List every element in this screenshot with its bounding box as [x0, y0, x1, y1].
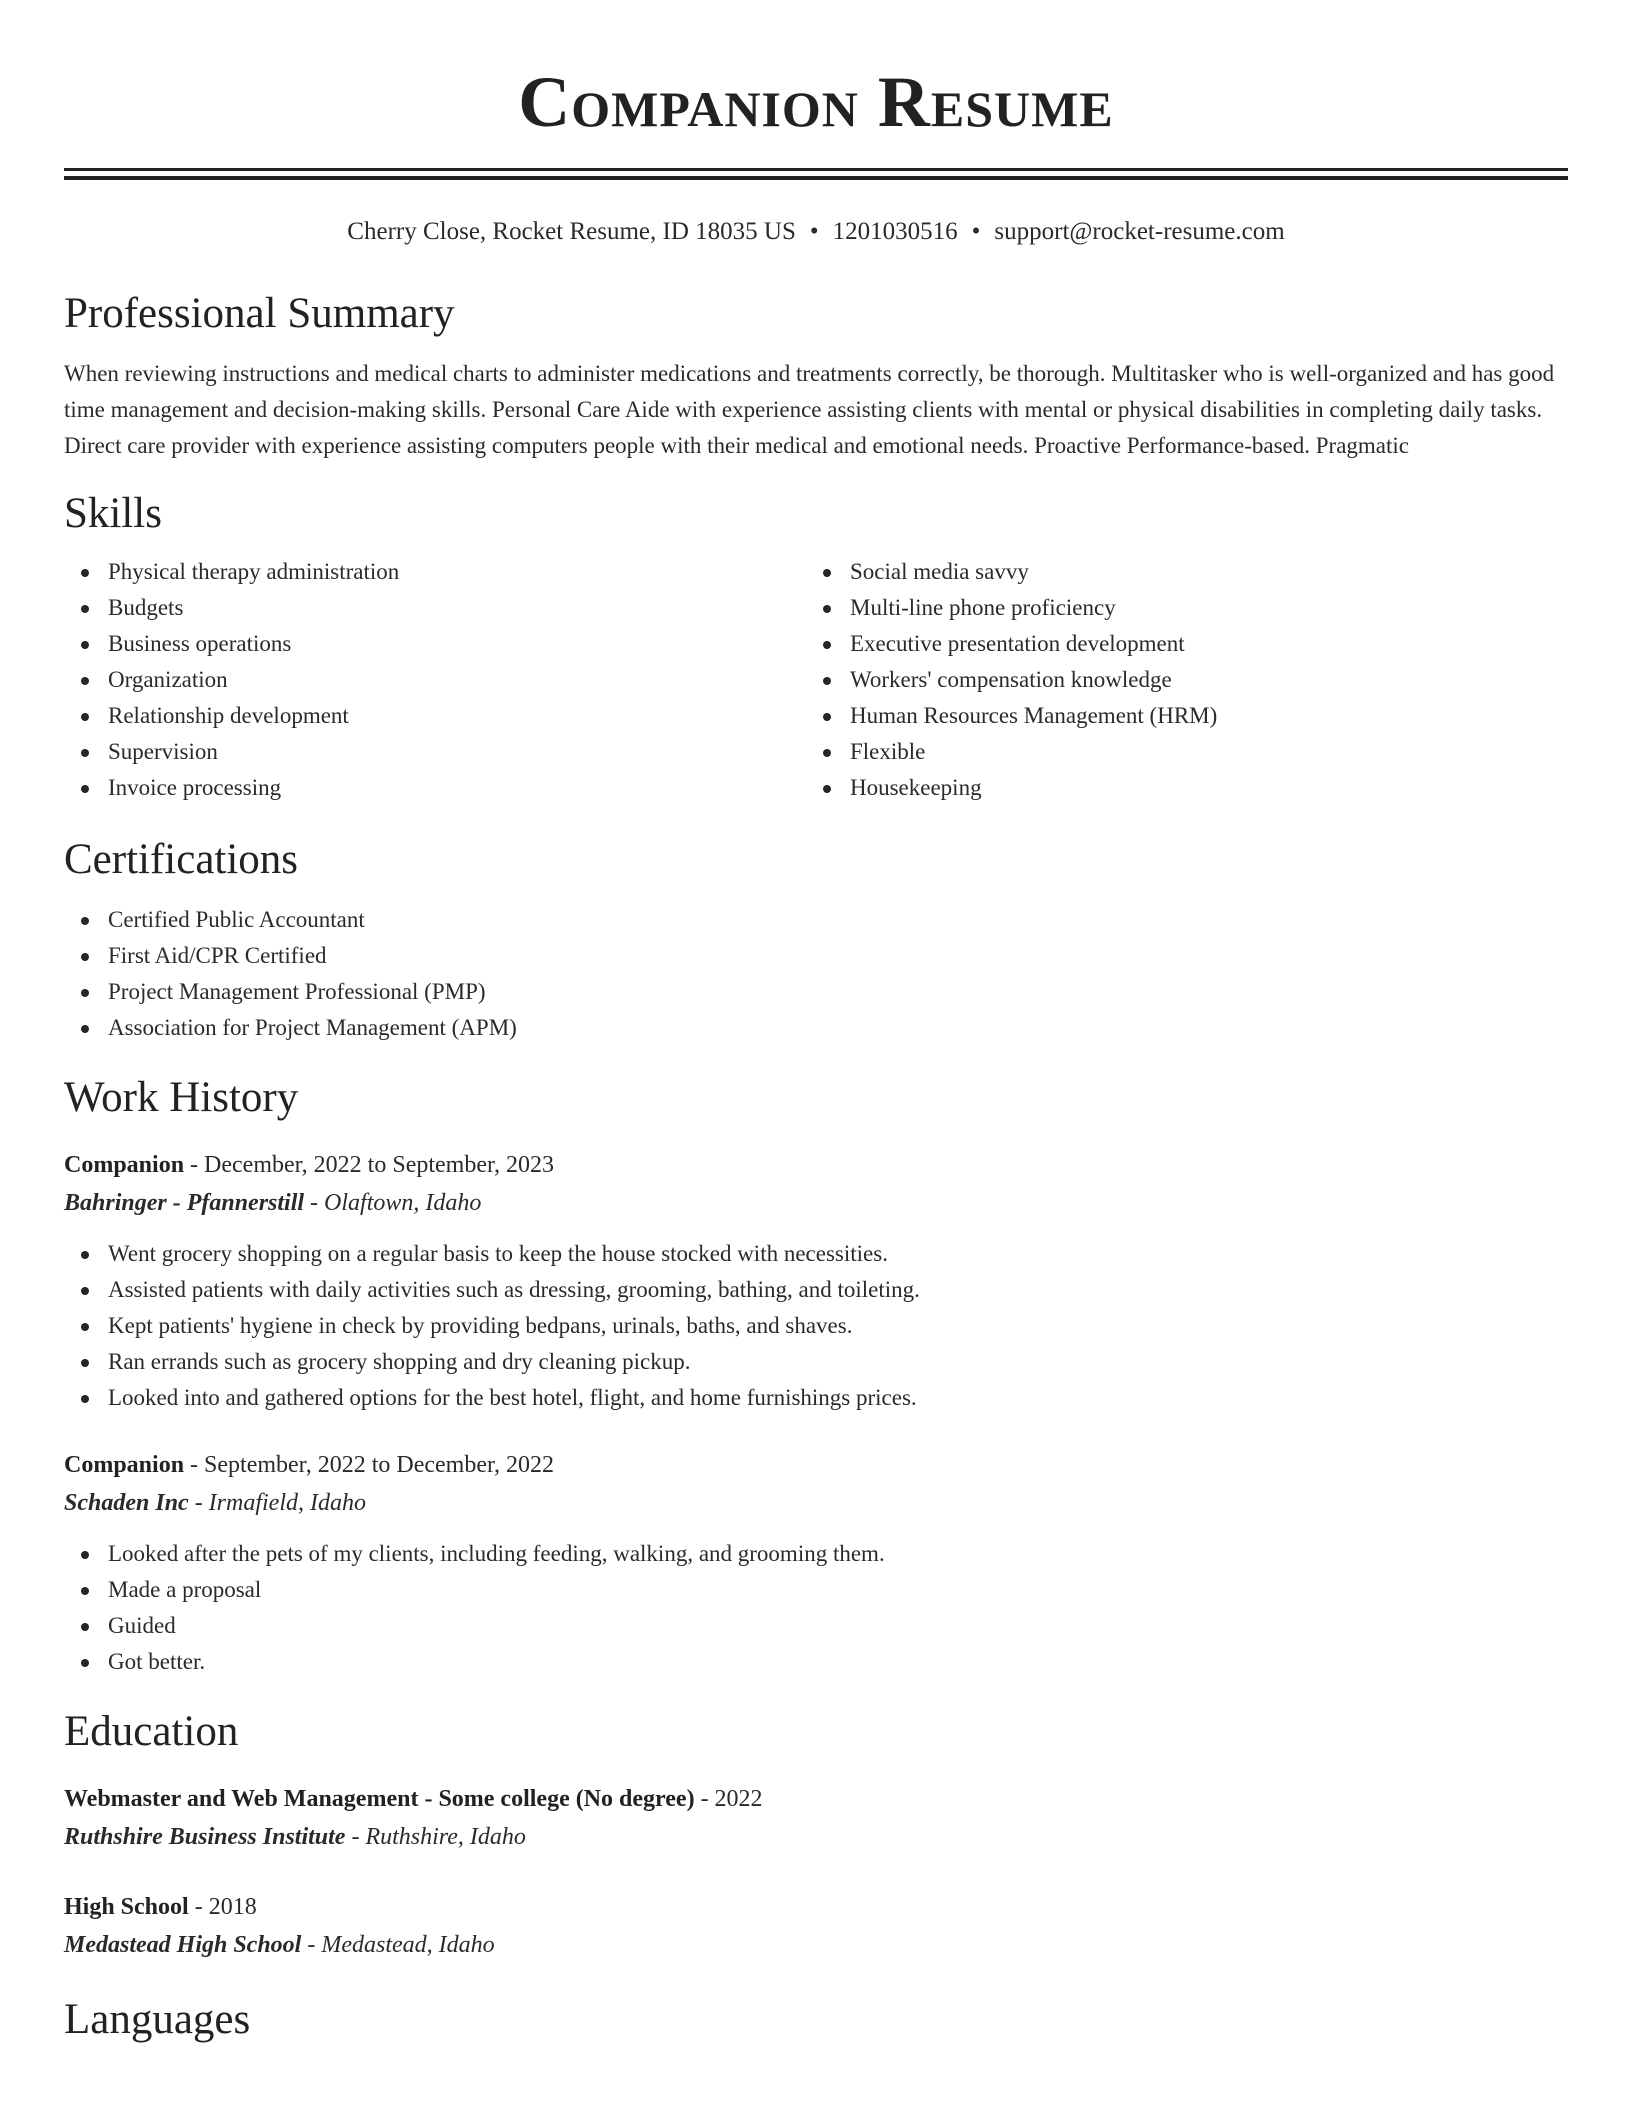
bullet-icon: [81, 1551, 89, 1559]
list-item: Certified Public Accountant: [108, 902, 1568, 938]
skills-columns: [64, 554, 1568, 806]
job-title: Companion: [64, 1452, 185, 1478]
list-item: Looked after the pets of my clients, including feeding, walking, and grooming them.: [108, 1536, 1568, 1572]
title-divider-top: [64, 168, 1568, 171]
bullet-icon: [823, 605, 831, 613]
education-location: - Ruthshire, Idaho: [345, 1824, 526, 1850]
bullet-icon: [823, 677, 831, 685]
list-item: Looked into and gathered options for the best hotel, flight, and home furnishings prices.: [108, 1380, 1568, 1416]
skills-left-column: [64, 554, 806, 806]
job-entry: [64, 1146, 1568, 1416]
list-item: Kept patients' hygiene in check by providing bedpans, urinals, baths, and shaves.: [108, 1308, 1568, 1344]
education-school-line: [64, 1818, 1568, 1856]
job-company: Bahringer - Pfannerstill: [64, 1190, 305, 1216]
bullet-icon: [81, 1323, 89, 1331]
education-school: Medastead High School: [64, 1932, 302, 1958]
bullet-icon: [81, 1587, 89, 1595]
list-item: Human Resources Management (HRM): [850, 698, 1548, 734]
bullet-icon: [823, 713, 831, 721]
job-location: - Olaftown, Idaho: [304, 1190, 482, 1216]
education-location: - Medastead, Idaho: [301, 1932, 495, 1958]
certifications-list: [64, 902, 1568, 1046]
bullet-icon: [81, 1025, 89, 1033]
bullet-icon: [823, 785, 831, 793]
bullet-icon: [81, 1287, 89, 1295]
list-item: Relationship development: [108, 698, 806, 734]
list-item: Project Management Professional (PMP): [108, 974, 1568, 1010]
job-company-line: [64, 1184, 1568, 1222]
languages-heading: Languages: [64, 1996, 251, 2043]
bullet-icon: [823, 569, 831, 577]
resume-page: [64, 0, 1568, 2046]
list-item: Invoice processing: [108, 770, 806, 806]
contact-email: support@rocket-resume.com: [994, 218, 1285, 245]
work-history-heading: Work History: [64, 1074, 299, 1121]
list-item: Physical therapy administration: [108, 554, 806, 590]
education-degree: High School: [64, 1894, 189, 1920]
education-degree-line: [64, 1780, 1568, 1818]
contact-phone: 1201030516: [832, 218, 958, 245]
education-school: Ruthshire Business Institute: [64, 1824, 346, 1850]
job-location: - Irmafield, Idaho: [188, 1490, 366, 1516]
list-item: Housekeeping: [850, 770, 1548, 806]
education-heading: Education: [64, 1708, 239, 1755]
page-title: Companion Resume: [518, 62, 1114, 142]
bullet-icon: [823, 641, 831, 649]
list-item: Guided: [108, 1608, 1568, 1644]
list-item: Supervision: [108, 734, 806, 770]
list-item: Business operations: [108, 626, 806, 662]
job-dates: - December, 2022 to September, 2023: [184, 1152, 555, 1178]
bullet-icon: [81, 989, 89, 997]
education-degree: Webmaster and Web Management - Some college (No degree): [64, 1786, 695, 1812]
education-year: - 2022: [694, 1786, 763, 1812]
list-item: Made a proposal: [108, 1572, 1568, 1608]
bullet-icon: [81, 569, 89, 577]
skills-right-column: [806, 554, 1548, 806]
bullet-icon: [81, 749, 89, 757]
education-entry: [64, 1780, 1568, 1856]
job-entry: [64, 1446, 1568, 1680]
education-entry: [64, 1888, 1568, 1964]
bullet-icon: [81, 1395, 89, 1403]
summary-heading: Professional Summary: [64, 290, 455, 337]
list-item: Workers' compensation knowledge: [850, 662, 1548, 698]
job-title-line: [64, 1446, 1568, 1484]
bullet-icon: [81, 1623, 89, 1631]
education-school-line: [64, 1926, 1568, 1964]
list-item: First Aid/CPR Certified: [108, 938, 1568, 974]
list-item: Multi-line phone proficiency: [850, 590, 1548, 626]
bullet-icon: [81, 1251, 89, 1259]
job-title: Companion: [64, 1152, 185, 1178]
summary-text: When reviewing instructions and medical charts to administer medications and treatments correctly, be thorough. Multitasker who is well-organized and has good time management and decision-making skills. Personal Care Aide with experience assisting clients with mental or physical disabilities in completing daily tasks. Direct care provider with experience assisting computers people with their medical and emotional needs. Proactive Performance-based. Pragmatic: [64, 361, 1555, 458]
skills-heading: Skills: [64, 490, 162, 537]
list-item: Social media savvy: [850, 554, 1548, 590]
list-item: Organization: [108, 662, 806, 698]
bullet-icon: [81, 1359, 89, 1367]
title-divider-bottom: [64, 176, 1568, 180]
contact-address: Cherry Close, Rocket Resume, ID 18035 US: [347, 218, 796, 245]
education-degree-line: [64, 1888, 1568, 1926]
bullet-icon: [81, 605, 89, 613]
list-item: Executive presentation development: [850, 626, 1548, 662]
bullet-icon: [81, 917, 89, 925]
bullet-icon: [81, 641, 89, 649]
contact-separator: •: [971, 218, 981, 245]
contact-separator: •: [809, 218, 819, 245]
list-item: Flexible: [850, 734, 1548, 770]
list-item: Went grocery shopping on a regular basis to keep the house stocked with necessities.: [108, 1236, 1568, 1272]
contact-line: [64, 216, 1568, 248]
bullet-icon: [81, 1659, 89, 1667]
job-duties-list: [64, 1236, 1568, 1416]
list-item: Assisted patients with daily activities such as dressing, grooming, bathing, and toileting.: [108, 1272, 1568, 1308]
certifications-heading: Certifications: [64, 836, 299, 883]
bullet-icon: [81, 713, 89, 721]
bullet-icon: [823, 749, 831, 757]
list-item: Association for Project Management (APM): [108, 1010, 1568, 1046]
bullet-icon: [81, 677, 89, 685]
job-title-line: [64, 1146, 1568, 1184]
job-company-line: [64, 1484, 1568, 1522]
list-item: Budgets: [108, 590, 806, 626]
job-duties-list: [64, 1536, 1568, 1680]
education-year: - 2018: [188, 1894, 257, 1920]
bullet-icon: [81, 785, 89, 793]
bullet-icon: [81, 953, 89, 961]
list-item: Got better.: [108, 1644, 1568, 1680]
job-dates: - September, 2022 to December, 2022: [184, 1452, 555, 1478]
job-company: Schaden Inc: [64, 1490, 189, 1516]
list-item: Ran errands such as grocery shopping and dry cleaning pickup.: [108, 1344, 1568, 1380]
